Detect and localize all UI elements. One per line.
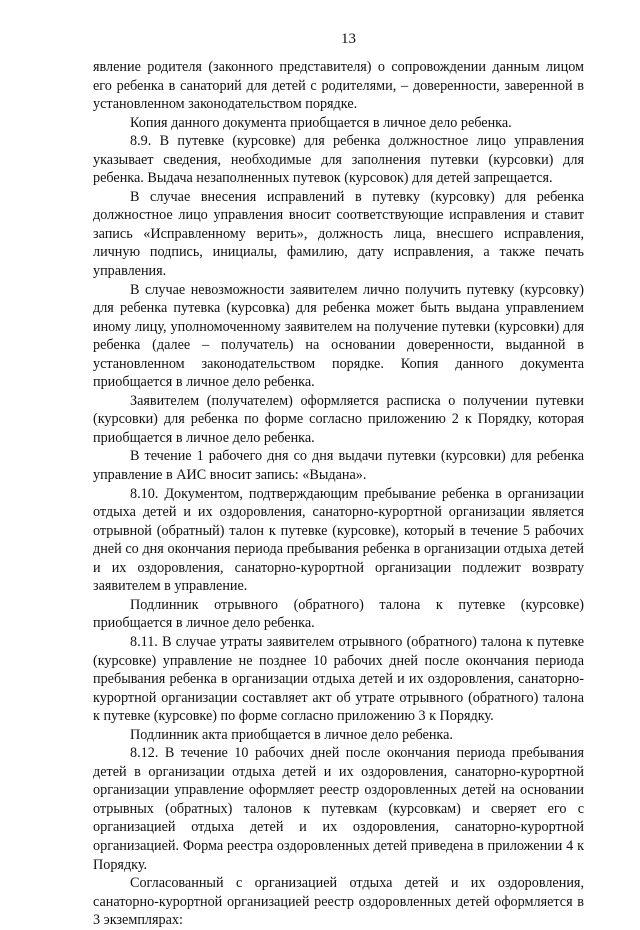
paragraph-act-original: Подлинник акта приобщается в личное дело ребенка.	[130, 726, 453, 743]
paragraph-8-11: 8.11. В случае утраты заявителем отрывного (обратного) талона к путевке (курсовке) управление не позднее 10 рабочих дней после окончания периода пребывания ребенка в организации отдыха детей и их оздоровления, санаторно-курортной организации составляет акт об утрате отрывного (обратного) талона к путевке (курсовке) по форме согласно приложению 3 к Порядку.	[93, 633, 584, 725]
paragraph-registry-copies: Согласованный с организацией отдыха детей и их оздоровления, санаторно-курортной организацией реестр оздоровленных детей оформляется в 3 экземплярах:	[93, 875, 584, 929]
paragraph-corrections: В случае внесения исправлений в путевку (курсовку) для ребенка должностное лицо управления вносит соответствующие исправления и ставит запись «Исправленному верить», должность лица, внесшего исправления, личную подпись, инициалы, фамилию, дату исправления, а также печать управления.	[93, 188, 584, 280]
paragraph-ais-record: В течение 1 рабочего дня со дня выдачи путевки (курсовки) для ребенка управление в АИС вносит запись: «Выдана».	[93, 448, 584, 484]
page-number: 13	[341, 31, 356, 47]
paragraph-copy-note: Копия данного документа приобщается в личное дело ребенка.	[130, 114, 512, 131]
paragraph-talon-original: Подлинник отрывного (обратного) талона к путевке (курсовке) приобщается в личное дело ребенка.	[93, 596, 584, 632]
paragraph-8-12: 8.12. В течение 10 рабочих дней после окончания периода пребывания детей в организации отдыха детей и их оздоровления, санаторно-курортной организации управление оформляет реестр оздоровленных детей на основании отрывных (обратных) талонов к путевкам (курсовкам) и сверяет его с организацией отдыха детей и их оздоровления, санаторно-курортной организацией. Форма реестра оздоровленных детей приведена в приложении 4 к Порядку.	[93, 745, 584, 873]
paragraph-receipt: Заявителем (получателем) оформляется расписка о получении путевки (курсовки) для ребенка по форме согласно приложению 2 к Порядку, которая приобщается в личное дело ребенка.	[93, 392, 584, 446]
document-body	[93, 58, 584, 930]
paragraph-recipient: В случае невозможности заявителем лично получить путевку (курсовку) для ребенка путевка (курсовка) для ребенка может быть выдана управлением иному лицу, уполномоченному заявителем на получение путевки (курсовки) для ребенка (далее – получатель) на основании доверенности, выданной в установленном законодательством порядке. Копия данного документа приобщается в личное дело ребенка.	[93, 281, 584, 391]
paragraph-8-10: 8.10. Документом, подтверждающим пребывание ребенка в организации отдыха детей и их оздоровления, санаторно-курортной организации является отрывной (обратный) талон к путевке (курсовке), который в течение 5 рабочих дней со дня окончания периода пребывания ребенка в организации отдыха детей и их оздоровления, санаторно-курортной организации подлежит возврату заявителем в управление.	[93, 485, 584, 595]
paragraph-continuation: явление родителя (законного представителя) о сопровождении данным лицом его ребенка в санаторий для детей с родителями, – доверенности, заверенной в установленном законодательством порядке.	[93, 59, 584, 113]
paragraph-8-9: 8.9. В путевке (курсовке) для ребенка должностное лицо управления указывает сведения, необходимые для заполнения путевки (курсовки) для ребенка. Выдача незаполненных путевок (курсовок) для детей запрещается.	[93, 133, 584, 187]
